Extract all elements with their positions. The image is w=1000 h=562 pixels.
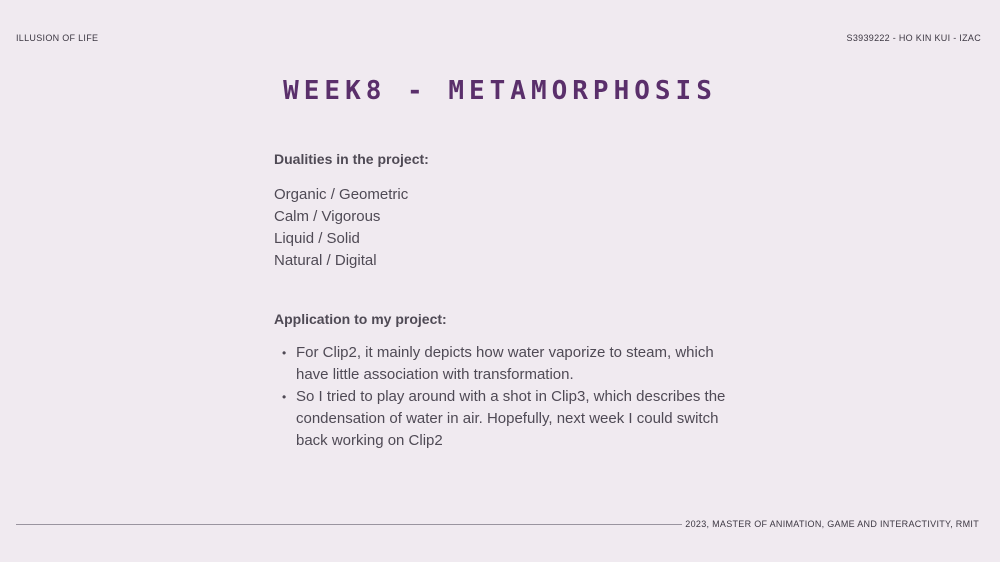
footer-divider <box>16 524 682 525</box>
list-item: Natural / Digital <box>274 252 377 269</box>
application-list <box>274 342 734 452</box>
application-heading: Application to my project: <box>274 311 447 327</box>
dualities-list <box>274 184 734 272</box>
dualities-heading: Dualities in the project: <box>274 151 429 167</box>
bullet-icon: • <box>282 390 287 404</box>
slide-content <box>274 150 734 452</box>
bullet-text: So I tried to play around with a shot in Clip3, which describes the condensation of water in air. Hopefully, next week I could switch back working on Clip2 <box>296 388 726 449</box>
list-item: Liquid / Solid <box>274 230 360 247</box>
bullet-text: For Clip2, it mainly depicts how water vaporize to steam, which have little association with transformation. <box>296 344 714 383</box>
list-item: Organic / Geometric <box>274 186 409 203</box>
list-item <box>274 342 734 386</box>
student-id-label: S3939222 - HO KIN KUI - IZAC <box>846 33 981 43</box>
course-label: ILLUSION OF LIFE <box>16 33 99 43</box>
bullet-icon: • <box>282 346 287 360</box>
list-item: Calm / Vigorous <box>274 208 381 225</box>
footer-label: 2023, MASTER OF ANIMATION, GAME AND INTERACTIVITY, RMIT <box>685 519 979 529</box>
list-item <box>274 386 734 452</box>
slide-title: WEEK8 - METAMORPHOSIS <box>283 76 717 106</box>
